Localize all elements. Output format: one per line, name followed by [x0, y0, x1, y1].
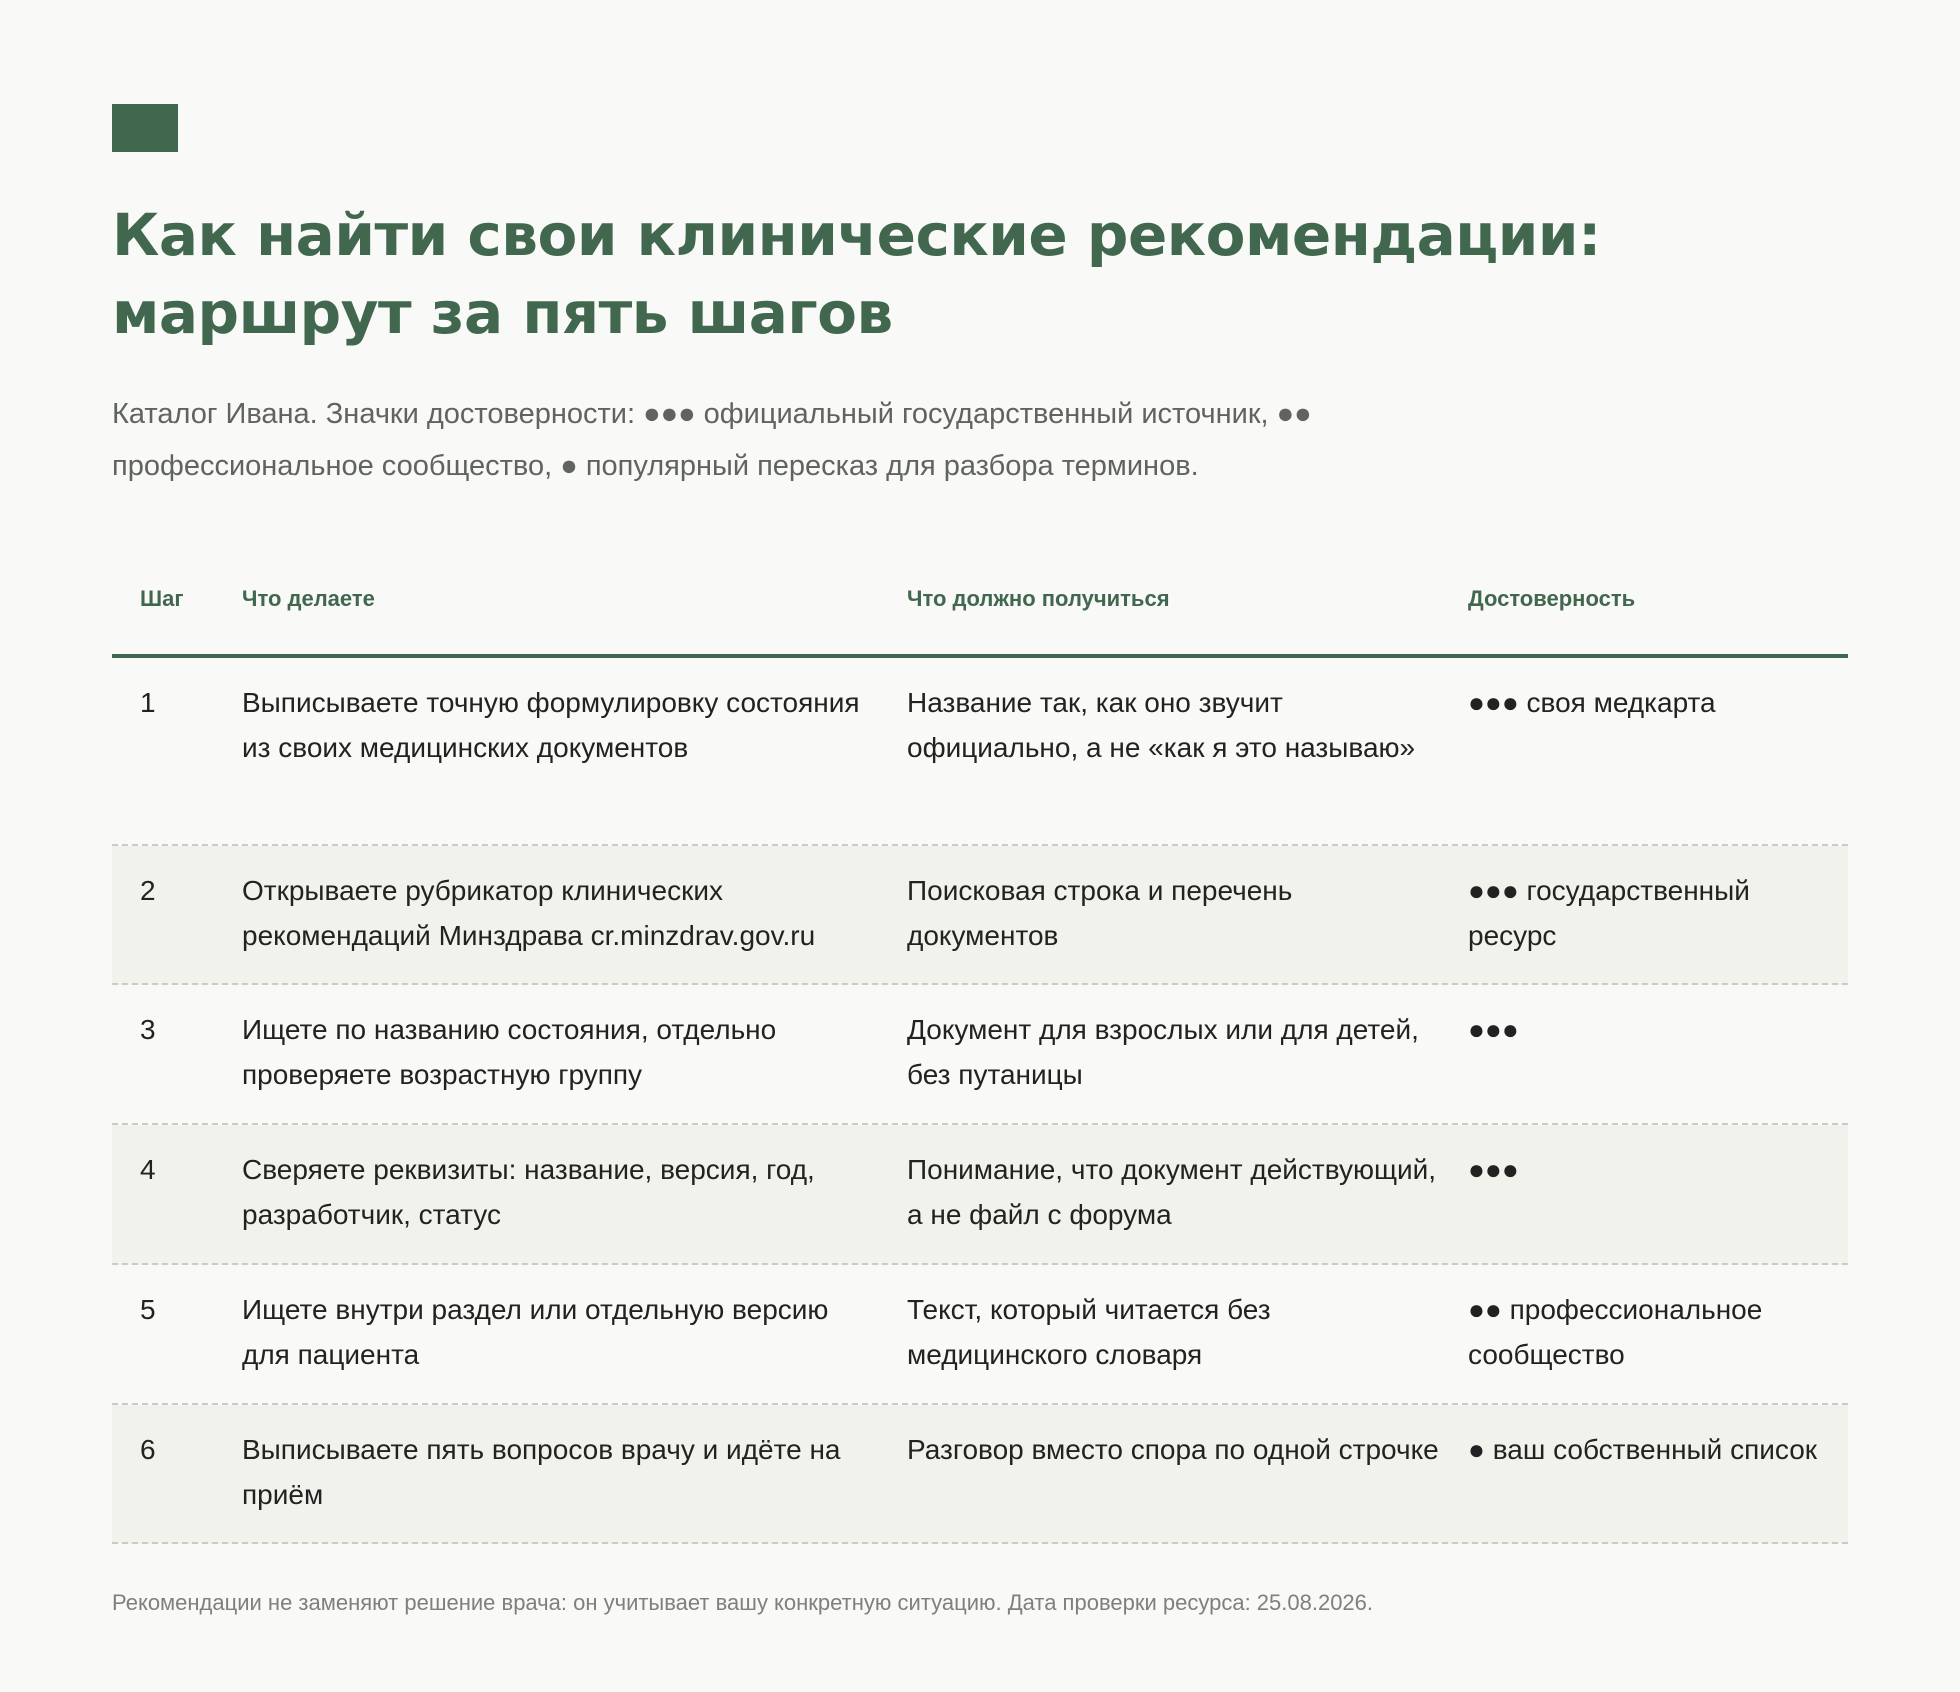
cell-action: Сверяете реквизиты: название, версия, год, разработчик, статус [242, 1154, 815, 1230]
table-header [112, 558, 1848, 658]
header-result: Что должно получиться [907, 586, 1170, 611]
header-step: Шаг [140, 586, 184, 611]
cell-reliability: ●● профессиональное сообщество [1468, 1294, 1763, 1370]
cell-reliability: ●●● государственный ресурс [1468, 875, 1750, 951]
cell-action: Ищете внутри раздел или отдельную версию для пациента [242, 1294, 829, 1370]
cell-reliability: ●●● [1468, 1154, 1519, 1185]
cell-step: 3 [140, 1014, 156, 1045]
page-subtitle: Каталог Ивана. Значки достоверности: ●●● официальный государственный источник, ●● профессиональное сообщество, ● популярный пересказ для разбора терминов. [112, 398, 1312, 482]
cell-reliability: ● ваш собственный список [1468, 1434, 1818, 1465]
header-action: Что делаете [242, 586, 375, 611]
cell-step: 4 [140, 1154, 156, 1185]
table-row [112, 658, 1848, 846]
table-row [112, 1265, 1848, 1405]
cell-reliability: ●●● [1468, 1014, 1519, 1045]
table-row [112, 1125, 1848, 1265]
cell-step: 6 [140, 1434, 156, 1465]
brand-mark [112, 104, 178, 152]
page [112, 104, 1848, 1616]
cell-action: Выписываете точную формулировку состояния из своих медицинских документов [242, 687, 860, 763]
cell-step: 5 [140, 1294, 156, 1325]
table-row [112, 985, 1848, 1125]
cell-result: Понимание, что документ действующий, а не файл с форума [907, 1154, 1437, 1230]
table-row [112, 846, 1848, 985]
cell-result: Текст, который читается без медицинского словаря [907, 1294, 1271, 1370]
header-reliability: Достоверность [1468, 586, 1636, 611]
cell-reliability: ●●● своя медкарта [1468, 687, 1716, 718]
footnote: Рекомендации не заменяют решение врача: он учитывает вашу конкретную ситуацию. Дата проверки ресурса: 25.08.2026. [112, 1590, 1374, 1615]
cell-action: Выписываете пять вопросов врачу и идёте на приём [242, 1434, 841, 1510]
cell-step: 2 [140, 875, 156, 906]
cell-result: Поисковая строка и перечень документов [907, 875, 1293, 951]
cell-action: Ищете по названию состояния, отдельно проверяете возрастную группу [242, 1014, 777, 1090]
cell-result: Название так, как оно звучит официально, а не «как я это называю» [907, 687, 1416, 763]
cell-result: Документ для взрослых или для детей, без путаницы [907, 1014, 1419, 1090]
table-row [112, 1405, 1848, 1544]
cell-action: Открываете рубрикатор клинических рекомендаций Минздрава cr.minzdrav.gov.ru [242, 875, 816, 951]
page-title: Как найти свои клинические рекомендации: маршрут за пять шагов [112, 201, 1601, 347]
cell-result: Разговор вместо спора по одной строчке [907, 1434, 1439, 1465]
steps-table [112, 558, 1848, 1544]
cell-step: 1 [140, 687, 156, 718]
